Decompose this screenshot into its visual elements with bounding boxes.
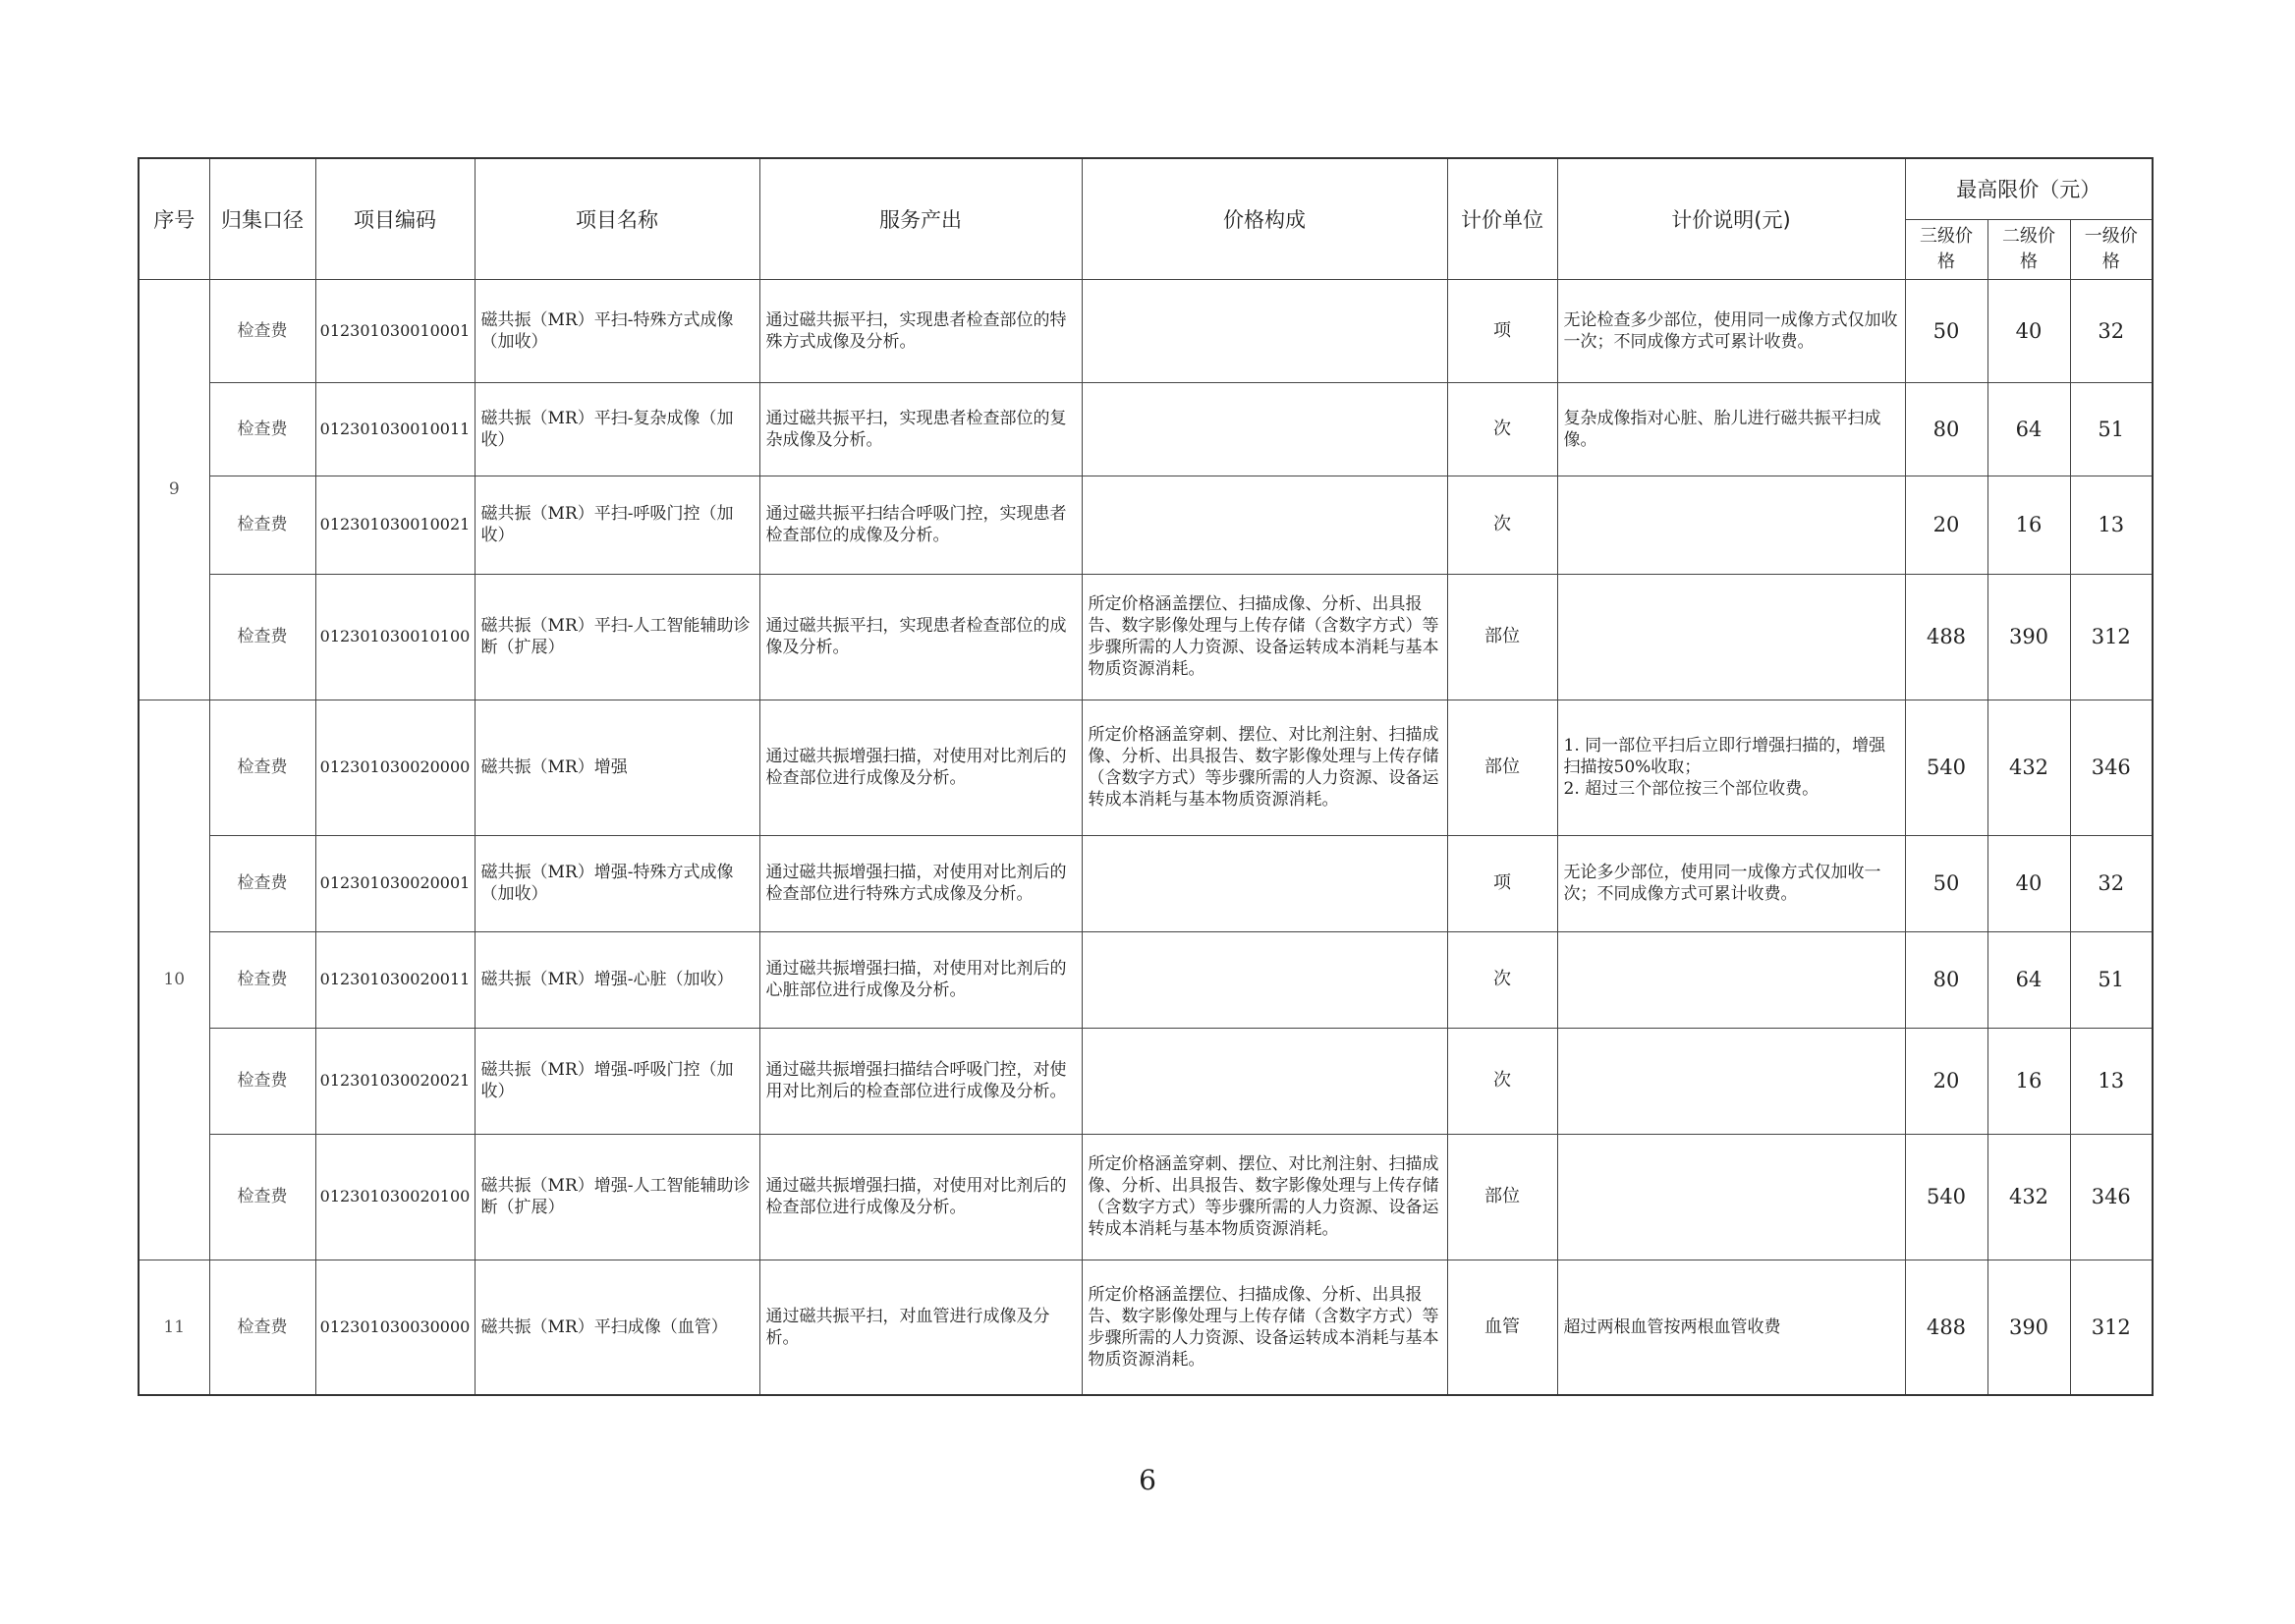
cell-code: 012301030020100	[315, 1134, 475, 1260]
cell-price-level1: 51	[2070, 931, 2153, 1028]
cell-composition	[1082, 835, 1447, 931]
page-number: 6	[1139, 1464, 1156, 1496]
cell-note	[1557, 1028, 1905, 1134]
header-seq: 序号	[139, 158, 209, 279]
price-table	[138, 157, 2154, 1396]
cell-code: 012301030020011	[315, 931, 475, 1028]
cell-price-level2: 40	[1987, 279, 2070, 382]
cell-name: 磁共振（MR）增强-心脏（加收）	[475, 931, 759, 1028]
cell-category: 检查费	[209, 1028, 315, 1134]
cell-price-level1: 32	[2070, 835, 2153, 931]
cell-category: 检查费	[209, 700, 315, 835]
table-row	[139, 279, 2153, 382]
cell-unit: 项	[1447, 835, 1557, 931]
header-level2: 二级价格	[1987, 219, 2070, 279]
table-row	[139, 574, 2153, 700]
cell-price-level1: 346	[2070, 1134, 2153, 1260]
cell-code: 012301030010011	[315, 382, 475, 476]
cell-code: 012301030020000	[315, 700, 475, 835]
cell-name: 磁共振（MR）平扫成像（血管）	[475, 1260, 759, 1395]
cell-note: 无论多少部位，使用同一成像方式仅加收一次；不同成像方式可累计收费。	[1557, 835, 1905, 931]
table-row	[139, 931, 2153, 1028]
cell-price-level3: 20	[1905, 476, 1987, 574]
cell-note	[1557, 574, 1905, 700]
header-level1: 一级价格	[2070, 219, 2153, 279]
cell-price-level2: 390	[1987, 1260, 2070, 1395]
cell-category: 检查费	[209, 476, 315, 574]
cell-category: 检查费	[209, 574, 315, 700]
cell-name: 磁共振（MR）增强-人工智能辅助诊断（扩展）	[475, 1134, 759, 1260]
table-row	[139, 476, 2153, 574]
cell-category: 检查费	[209, 835, 315, 931]
cell-seq: 9	[139, 279, 209, 700]
cell-price-level3: 50	[1905, 279, 1987, 382]
cell-composition: 所定价格涵盖摆位、扫描成像、分析、出具报告、数字影像处理与上传存储（含数字方式）等步骤所需的人力资源、设备运转成本消耗与基本物质资源消耗。	[1082, 1260, 1447, 1395]
cell-output: 通过磁共振增强扫描，对使用对比剂后的检查部位进行成像及分析。	[759, 1134, 1082, 1260]
cell-price-level3: 540	[1905, 1134, 1987, 1260]
cell-output: 通过磁共振平扫，对血管进行成像及分析。	[759, 1260, 1082, 1395]
cell-price-level3: 540	[1905, 700, 1987, 835]
cell-unit: 血管	[1447, 1260, 1557, 1395]
cell-composition: 所定价格涵盖摆位、扫描成像、分析、出具报告、数字影像处理与上传存储（含数字方式）等步骤所需的人力资源、设备运转成本消耗与基本物质资源消耗。	[1082, 574, 1447, 700]
cell-note	[1557, 1134, 1905, 1260]
cell-category: 检查费	[209, 382, 315, 476]
cell-unit: 次	[1447, 1028, 1557, 1134]
cell-code: 012301030030000	[315, 1260, 475, 1395]
cell-price-level1: 51	[2070, 382, 2153, 476]
table-row	[139, 835, 2153, 931]
cell-unit: 部位	[1447, 1134, 1557, 1260]
cell-price-level3: 80	[1905, 931, 1987, 1028]
cell-composition: 所定价格涵盖穿刺、摆位、对比剂注射、扫描成像、分析、出具报告、数字影像处理与上传存储（含数字方式）等步骤所需的人力资源、设备运转成本消耗与基本物质资源消耗。	[1082, 700, 1447, 835]
cell-price-level3: 488	[1905, 1260, 1987, 1395]
cell-price-level2: 40	[1987, 835, 2070, 931]
cell-price-level2: 432	[1987, 700, 2070, 835]
cell-composition	[1082, 931, 1447, 1028]
header-code: 项目编码	[315, 158, 475, 279]
cell-unit: 次	[1447, 476, 1557, 574]
cell-output: 通过磁共振平扫结合呼吸门控，实现患者检查部位的成像及分析。	[759, 476, 1082, 574]
cell-category: 检查费	[209, 1134, 315, 1260]
cell-seq: 10	[139, 700, 209, 1260]
cell-price-level1: 32	[2070, 279, 2153, 382]
table-row	[139, 382, 2153, 476]
header-unit: 计价单位	[1447, 158, 1557, 279]
cell-price-level1: 312	[2070, 574, 2153, 700]
cell-output: 通过磁共振增强扫描结合呼吸门控，对使用对比剂后的检查部位进行成像及分析。	[759, 1028, 1082, 1134]
cell-note	[1557, 476, 1905, 574]
cell-composition	[1082, 279, 1447, 382]
cell-name: 磁共振（MR）平扫-呼吸门控（加收）	[475, 476, 759, 574]
table-row	[139, 1134, 2153, 1260]
cell-price-level3: 50	[1905, 835, 1987, 931]
cell-unit: 项	[1447, 279, 1557, 382]
cell-price-level1: 13	[2070, 1028, 2153, 1134]
header-name: 项目名称	[475, 158, 759, 279]
cell-price-level2: 16	[1987, 1028, 2070, 1134]
header-output: 服务产出	[759, 158, 1082, 279]
header-composition: 价格构成	[1082, 158, 1447, 279]
cell-unit: 次	[1447, 382, 1557, 476]
cell-note: 无论检查多少部位，使用同一成像方式仅加收一次；不同成像方式可累计收费。	[1557, 279, 1905, 382]
cell-note	[1557, 931, 1905, 1028]
cell-composition	[1082, 476, 1447, 574]
cell-code: 012301030020021	[315, 1028, 475, 1134]
cell-unit: 次	[1447, 931, 1557, 1028]
cell-output: 通过磁共振平扫，实现患者检查部位的复杂成像及分析。	[759, 382, 1082, 476]
cell-code: 012301030020001	[315, 835, 475, 931]
cell-code: 012301030010001	[315, 279, 475, 382]
cell-price-level2: 64	[1987, 931, 2070, 1028]
cell-composition	[1082, 382, 1447, 476]
table-row	[139, 1260, 2153, 1395]
cell-category: 检查费	[209, 1260, 315, 1395]
cell-price-level3: 20	[1905, 1028, 1987, 1134]
table-body	[139, 279, 2153, 1395]
header-category: 归集口径	[209, 158, 315, 279]
cell-price-level1: 312	[2070, 1260, 2153, 1395]
cell-name: 磁共振（MR）增强	[475, 700, 759, 835]
cell-output: 通过磁共振增强扫描，对使用对比剂后的检查部位进行特殊方式成像及分析。	[759, 835, 1082, 931]
cell-price-level2: 16	[1987, 476, 2070, 574]
cell-code: 012301030010100	[315, 574, 475, 700]
cell-price-level2: 390	[1987, 574, 2070, 700]
header-note: 计价说明(元)	[1557, 158, 1905, 279]
cell-output: 通过磁共振增强扫描，对使用对比剂后的检查部位进行成像及分析。	[759, 700, 1082, 835]
cell-price-level1: 13	[2070, 476, 2153, 574]
cell-composition	[1082, 1028, 1447, 1134]
table-header	[139, 158, 2153, 279]
cell-name: 磁共振（MR）平扫-复杂成像（加收）	[475, 382, 759, 476]
cell-output: 通过磁共振增强扫描，对使用对比剂后的心脏部位进行成像及分析。	[759, 931, 1082, 1028]
cell-code: 012301030010021	[315, 476, 475, 574]
cell-price-level2: 432	[1987, 1134, 2070, 1260]
cell-price-level3: 80	[1905, 382, 1987, 476]
cell-price-level2: 64	[1987, 382, 2070, 476]
cell-name: 磁共振（MR）增强-特殊方式成像（加收）	[475, 835, 759, 931]
header-level3: 三级价格	[1905, 219, 1987, 279]
cell-price-level1: 346	[2070, 700, 2153, 835]
table-row	[139, 700, 2153, 835]
header-max-price: 最高限价（元）	[1905, 158, 2153, 219]
cell-composition: 所定价格涵盖穿刺、摆位、对比剂注射、扫描成像、分析、出具报告、数字影像处理与上传存储（含数字方式）等步骤所需的人力资源、设备运转成本消耗与基本物质资源消耗。	[1082, 1134, 1447, 1260]
cell-category: 检查费	[209, 279, 315, 382]
cell-name: 磁共振（MR）平扫-特殊方式成像（加收）	[475, 279, 759, 382]
cell-output: 通过磁共振平扫，实现患者检查部位的成像及分析。	[759, 574, 1082, 700]
cell-note: 超过两根血管按两根血管收费	[1557, 1260, 1905, 1395]
cell-note: 1. 同一部位平扫后立即行增强扫描的，增强扫描按50%收取； 2. 超过三个部位按三个部位收费。	[1557, 700, 1905, 835]
cell-note: 复杂成像指对心脏、胎儿进行磁共振平扫成像。	[1557, 382, 1905, 476]
cell-output: 通过磁共振平扫，实现患者检查部位的特殊方式成像及分析。	[759, 279, 1082, 382]
cell-name: 磁共振（MR）平扫-人工智能辅助诊断（扩展）	[475, 574, 759, 700]
cell-price-level3: 488	[1905, 574, 1987, 700]
cell-unit: 部位	[1447, 574, 1557, 700]
cell-name: 磁共振（MR）增强-呼吸门控（加收）	[475, 1028, 759, 1134]
table-row	[139, 1028, 2153, 1134]
cell-category: 检查费	[209, 931, 315, 1028]
cell-seq: 11	[139, 1260, 209, 1395]
cell-unit: 部位	[1447, 700, 1557, 835]
